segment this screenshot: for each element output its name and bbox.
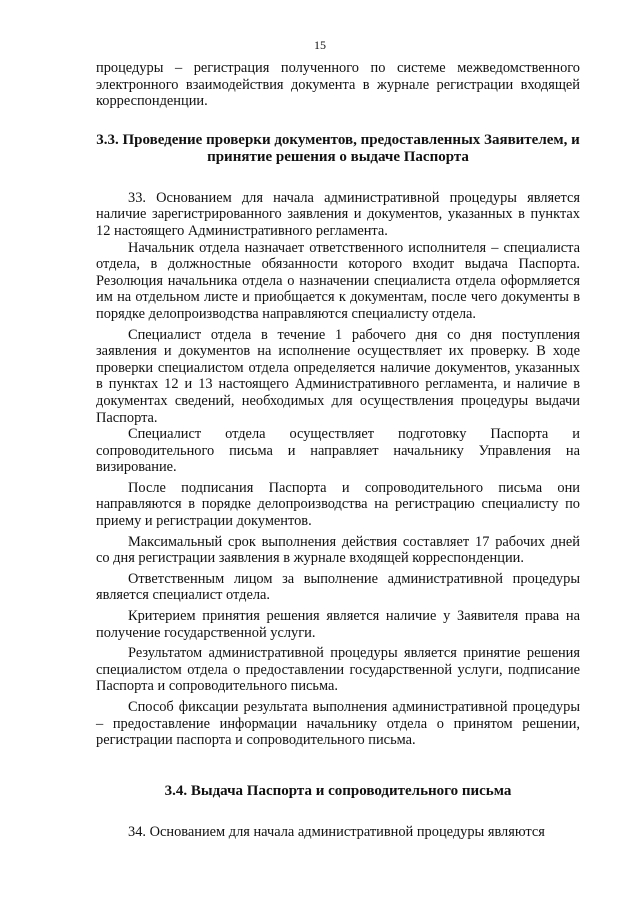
paragraph: Специалист отдела в течение 1 рабочего дня со дня поступления заявления и документов на исполнение осуществляет их проверку. В ходе проверки специалистом отдела определяется наличие документов, указанных в пунктах 12 и 13 настоящего Административного регламента, и наличие в документах сведений, необходимых для осуществления процедуры выдачи Паспорта. — [96, 326, 580, 426]
section-heading-3-4: 3.4. Выдача Паспорта и сопроводительного письма — [164, 782, 512, 799]
paragraph: Максимальный срок выполнения действия составляет 17 рабочих дней со дня регистрации заявления в журнале входящей корреспонденции. — [96, 533, 580, 567]
section-heading-3-3: 3.3. Проведение проверки документов, предоставленных Заявителем, и принятие решения о выдаче Паспорта — [96, 131, 580, 165]
paragraph-34: 34. Основанием для начала административной процедуры являются — [128, 823, 545, 840]
paragraph: Способ фиксации результата выполнения административной процедуры – предоставление информации начальнику отдела о принятом решении, регистрации паспорта и сопроводительного письма. — [96, 699, 580, 749]
page-number: 15 — [314, 38, 326, 52]
paragraph: Ответственным лицом за выполнение административной процедуры является специалист отдела. — [96, 570, 580, 604]
page-content — [96, 60, 580, 840]
paragraph-continued: процедуры – регистрация полученного по системе межведомственного электронного взаимодействия документа в журнале регистрации входящей корреспонденции. — [96, 60, 580, 110]
paragraph-33: 33. Основанием для начала административной процедуры является наличие зарегистрированного заявления и документов, указанных в пунктах 12 настоящего Административного регламента. — [96, 189, 580, 239]
paragraph: После подписания Паспорта и сопроводительного письма они направляются в порядке делопроизводства на регистрацию специалисту по приему и регистрации документов. — [96, 479, 580, 530]
paragraph: Специалист отдела осуществляет подготовку Паспорта и сопроводительного письма и направляет начальнику Управления на визирование. — [96, 426, 580, 476]
paragraph: Результатом административной процедуры является принятие решения специалистом отдела о предоставлении государственной услуги, подписание Паспорта и сопроводительного письма. — [96, 645, 580, 695]
paragraph: Начальник отдела назначает ответственного исполнителя – специалиста отдела, в должностные обязанности которого входит выдача Паспорта. Резолюция начальника отдела о назначении специалиста отдела оформляется им на отдельном листе и приобщается к документам, после чего документы в порядке делопроизводства направляются специалисту отдела. — [96, 239, 580, 322]
paragraph: Критерием принятия решения является наличие у Заявителя права на получение государственной услуги. — [96, 608, 580, 641]
